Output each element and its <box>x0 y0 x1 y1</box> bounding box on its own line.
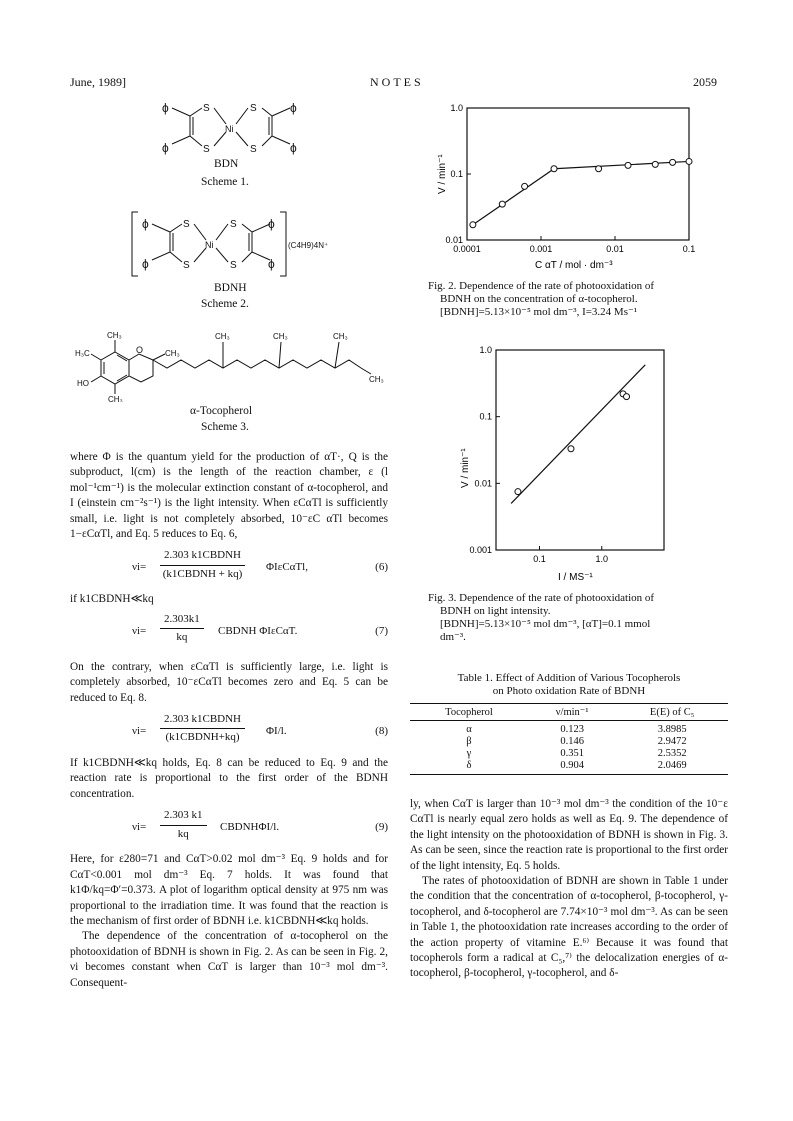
equation-fraction <box>160 548 245 582</box>
running-header-title: NOTES <box>370 75 424 89</box>
table-1-title <box>410 672 728 698</box>
table-cell: α <box>466 724 472 735</box>
y-tick-label: 1.0 <box>450 103 463 113</box>
table-cell: 0.123 <box>560 724 584 735</box>
paragraph-complete-absorption: On the contrary, when εCαTl is sufficiently large, i.e. light is completely absorbed, 10⁻εCαTl becomes zero and Eq. 5 can be reduced to Eq. 8. <box>70 660 388 704</box>
fit-line <box>511 365 645 504</box>
fit-line <box>473 161 689 224</box>
right-column <box>410 797 728 982</box>
page-number: 2059 <box>693 75 717 89</box>
phenyl-symbol: ϕ <box>290 101 297 115</box>
y-tick-label: 0.001 <box>469 545 492 555</box>
data-point <box>522 183 528 189</box>
data-point <box>624 394 630 400</box>
sulfur-atom: S <box>230 219 237 230</box>
sulfur-atom: S <box>230 260 237 271</box>
sulfur-atom: S <box>203 144 210 155</box>
y-axis-label: V / min⁻¹ <box>437 154 448 194</box>
table-cell: 3.8985 <box>657 724 687 735</box>
equation-fraction <box>160 712 245 746</box>
table-row <box>410 760 728 775</box>
y-tick-label: 0.01 <box>445 235 463 245</box>
equation-lhs: νi= <box>132 725 147 738</box>
oxygen-atom: O <box>136 345 144 355</box>
condition-line: if k1CBDNH≪kq <box>70 593 154 606</box>
paragraph-concentration-dependence: The dependence of the concentration of α-tocopherol on the photooxidation of BDNH is shown in Fig. 2. As can be seen in Fig. 2, νi becomes constant when CαT is larger than 10⁻³ mol dm⁻³. Consequent- <box>70 930 388 989</box>
x-tick-label: 0.001 <box>529 244 553 254</box>
scheme-1-caption: Scheme 1. <box>201 176 249 188</box>
scheme-3-compound-name: α-Tocopherol <box>190 405 253 417</box>
plot-frame <box>467 108 689 240</box>
phenyl-symbol: ϕ <box>162 141 169 155</box>
hydroxyl-label: HO <box>77 379 89 388</box>
data-point <box>568 446 574 452</box>
phenyl-symbol: ϕ <box>142 217 149 231</box>
scheme-1-structure <box>150 96 310 158</box>
caption-line: [BDNH]=5.13×10⁻⁵ mol dm⁻³, [αT]=0.1 mmol <box>440 618 651 630</box>
fraction-numerator: 2.303 k1CBDNH <box>160 712 245 729</box>
equation-rhs: CBDNHΦI/l. <box>220 821 280 834</box>
counterion-label: (C4H9)4N⁺ <box>288 241 329 250</box>
equation-lhs: νi= <box>132 561 147 574</box>
figure-2-caption <box>428 280 728 319</box>
figure-3-caption <box>428 592 728 644</box>
paragraph-tocopherol-rates: The rates of photooxidation of BDNH are shown in Table 1 under the condition that the concentration of α-tocopherol, β-tocopherol, γ-tocopherol, and δ-tocopherol are 7.74×10⁻³ mol dm⁻³. As can be seen in Table 1, the photooxidation rate increases according to the order of the action property of vitamine E.⁶⁾ Because it was found that tocopherols form a radical at C₅,⁷⁾ the delocalization energies of α-tocopherol, β-tocopherol, γ-tocopherol, and δ- <box>410 875 728 980</box>
methyl-label: H₃C <box>75 349 90 358</box>
methyl-label: CH₃ <box>108 395 123 402</box>
methyl-label: CH₃ <box>215 332 230 341</box>
scheme-2-compound-name: BDNH <box>214 282 247 294</box>
sulfur-atom: S <box>250 144 257 155</box>
table-cell: γ <box>466 748 472 759</box>
table-cell: 2.0469 <box>616 760 728 775</box>
equation-6 <box>70 548 388 592</box>
caption-line: [BDNH]=5.13×10⁻⁵ mol dm⁻³, I=3.24 Ms⁻¹ <box>440 306 638 318</box>
methyl-label: CH₃ <box>107 331 122 340</box>
data-point <box>515 489 521 495</box>
table-cell: β <box>466 736 472 747</box>
table-title-line: on Photo oxidation Rate of BDNH <box>492 685 646 697</box>
left-column <box>70 450 388 991</box>
y-axis-label: V / min⁻¹ <box>460 448 471 488</box>
equation-number: (9) <box>375 821 388 834</box>
equation-rhs: ΦIεCαTl, <box>266 561 308 574</box>
y-tick-label: 0.1 <box>450 169 463 179</box>
table-cell: 0.904 <box>528 760 616 775</box>
figure-2-chart <box>425 98 715 273</box>
scheme-2-structure <box>130 208 430 280</box>
equation-number: (7) <box>375 624 388 637</box>
x-axis-label: C αT / mol · dm⁻³ <box>535 260 613 271</box>
caption-line: BDNH on the concentration of α-tocopherol. <box>440 293 638 305</box>
fraction-numerator: 2.303 k1CBDNH <box>160 548 245 565</box>
sulfur-atom: S <box>203 103 210 114</box>
equation-number: (8) <box>375 725 388 738</box>
equation-rhs: ΦI/l. <box>266 725 287 738</box>
caption-line: Fig. 3. Dependence of the rate of photooxidation of <box>428 592 655 604</box>
running-header-left: June, 1989] <box>70 75 126 89</box>
scheme-3-caption: Scheme 3. <box>201 421 249 433</box>
table-title-line: Table 1. Effect of Addition of Various Tocopherols <box>457 672 681 684</box>
equation-8 <box>70 712 388 756</box>
table-row <box>410 721 728 737</box>
paragraph-light-intensity: ly, when CαT is larger than 10⁻³ mol dm⁻³ the condition of the 10⁻ε CαTl is nearly equal zero holds as well as Eq. 9. The dependence of the light intensity on the photooxidation of BDNH is shown in Fig. 3. As can be seen, since the reaction rate is proportional to the first order of the light intensity, Eq. 5 holds. <box>410 798 728 872</box>
phenyl-symbol: ϕ <box>268 257 275 271</box>
scheme-3-structure <box>75 330 395 402</box>
nickel-atom: Ni <box>225 124 234 134</box>
column-header: E(E) of C₅ <box>616 704 728 721</box>
fraction-denominator: (k1CBDNH+kq) <box>165 731 240 744</box>
paragraph-conditions: Here, for ε280=71 and CαT>0.02 mol dm⁻³ Eq. 9 holds and for CαT<0.001 mol dm⁻³ Eq. 7 holds. It was found that k1Φ/kq=Φ′=0.373. A plot of logarithm optical density at 975 nm was proportional to the irradiation time. It was found that the reaction is the mechanism of first order of BDNH i.e. k1CBDNH≪kq holds. <box>70 853 388 927</box>
x-tick-label: 1.0 <box>595 554 609 564</box>
table-cell: 2.9472 <box>657 736 687 747</box>
x-tick-label: 0.1 <box>682 244 696 254</box>
methyl-label: CH₃ <box>273 332 288 341</box>
equation-fraction <box>160 612 204 646</box>
equation-9 <box>70 808 388 852</box>
equation-lhs: νi= <box>132 821 147 834</box>
fraction-denominator: kq <box>176 631 188 644</box>
equation-rhs: CBDNH ΦIεCαT. <box>218 624 298 637</box>
fraction-denominator: (k1CBDNH + kq) <box>162 567 243 580</box>
equation-fraction <box>160 808 207 842</box>
table-cell: 0.146 <box>560 736 584 747</box>
table-row <box>410 748 728 760</box>
data-point <box>551 166 557 172</box>
sulfur-atom: S <box>183 219 190 230</box>
column-header: ν/min⁻¹ <box>528 704 616 721</box>
x-axis-label: I / MS⁻¹ <box>558 572 593 583</box>
equation-lhs: νi= <box>132 624 147 637</box>
data-point <box>596 166 602 172</box>
fraction-numerator: 2.303 k1 <box>160 808 207 825</box>
phenyl-symbol: ϕ <box>162 101 169 115</box>
data-point <box>652 161 658 167</box>
y-tick-label: 1.0 <box>479 345 492 355</box>
phenyl-symbol: ϕ <box>290 141 297 155</box>
figure-3-chart <box>440 338 700 588</box>
data-point <box>670 159 676 165</box>
phenyl-symbol: ϕ <box>268 217 275 231</box>
fraction-denominator: kq <box>177 827 189 840</box>
caption-line: Fig. 2. Dependence of the rate of photooxidation of <box>428 280 655 292</box>
nickel-atom: Ni <box>205 240 214 250</box>
x-tick-label: 0.01 <box>606 244 624 254</box>
table-cell: 2.5352 <box>657 748 687 759</box>
table-cell: δ <box>410 760 528 775</box>
data-point <box>686 158 692 164</box>
y-tick-label: 0.1 <box>479 411 492 422</box>
x-tick-label: 0.1 <box>533 554 546 564</box>
table-row <box>410 736 728 748</box>
x-tick-label: 0.0001 <box>453 244 481 254</box>
scheme-1-compound-name: BDN <box>214 158 239 170</box>
data-point <box>470 222 476 228</box>
column-header: Tocopherol <box>410 704 528 721</box>
methyl-label: CH₃ <box>369 375 384 384</box>
equation-7 <box>70 612 388 656</box>
scheme-2-caption: Scheme 2. <box>201 298 249 310</box>
equation-number: (6) <box>375 561 388 574</box>
y-tick-label: 0.01 <box>474 478 492 489</box>
table-1 <box>410 703 728 775</box>
table-cell: 0.351 <box>560 748 584 759</box>
data-point <box>499 201 505 207</box>
fraction-numerator: 2.303k1 <box>160 612 204 629</box>
table-header-row <box>410 704 728 721</box>
methyl-label: CH₃ <box>165 349 180 358</box>
sulfur-atom: S <box>250 103 257 114</box>
caption-line: dm⁻³. <box>440 631 466 643</box>
paragraph-first-order: If k1CBDNH≪kq holds, Eq. 8 can be reduced to Eq. 9 and the reaction rate is proportional to the first order of the BDNH concentration. <box>70 757 388 800</box>
sulfur-atom: S <box>183 260 190 271</box>
plot-frame <box>496 350 664 550</box>
caption-line: BDNH on light intensity. <box>440 605 551 617</box>
paragraph-quantum-yield: where Φ is the quantum yield for the production of αT·, Q is the subproduct, l(cm) is the length of the reaction chamber, ε (l mol⁻¹cm⁻¹) is the molecular extinction constant of α-tocopherol, and I (einstein cm⁻²s⁻¹) is the light intensity. When εCαTl is sufficiently small, i.e. light is not completely absorbed, 10⁻εC αTl becomes 1−εCαTl, and Eq. 5 reduces to Eq. 6, <box>70 451 388 541</box>
phenyl-symbol: ϕ <box>142 257 149 271</box>
data-point <box>625 162 631 168</box>
methyl-label: CH₃ <box>333 332 348 341</box>
